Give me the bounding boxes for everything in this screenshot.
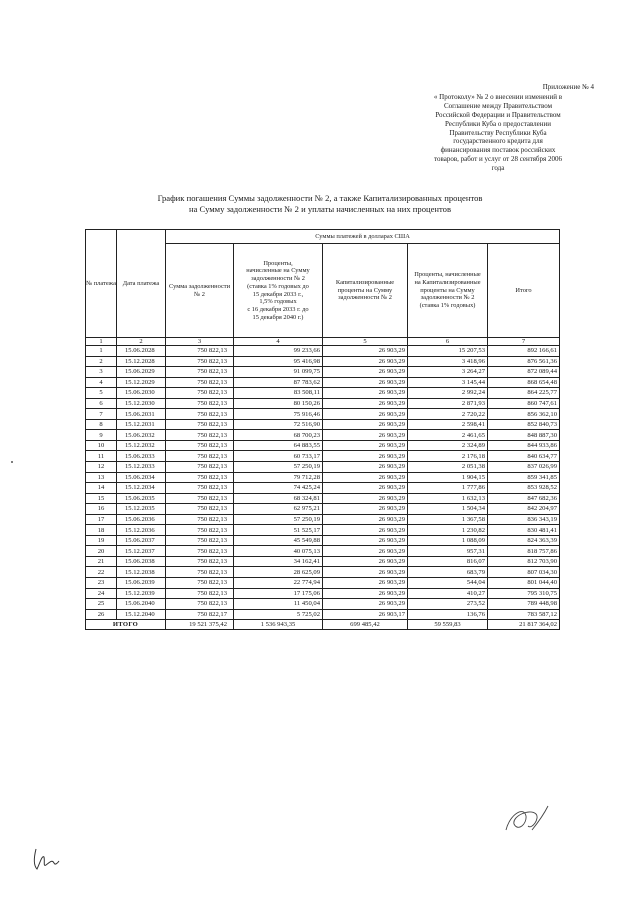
row-capitalized-interest: 26 903,29 xyxy=(323,451,408,462)
row-interest: 83 508,11 xyxy=(234,388,323,399)
row-interest-on-capitalized: 3 264,27 xyxy=(408,367,488,378)
column-number: 7 xyxy=(488,338,560,346)
row-capitalized-interest: 26 903,29 xyxy=(323,462,408,473)
header-interest-line: 1,5% годовых xyxy=(259,298,297,306)
row-debt-sum: 750 822,13 xyxy=(166,451,234,462)
row-interest: 62 975,21 xyxy=(234,504,323,515)
row-interest: 64 883,55 xyxy=(234,440,323,451)
row-interest-on-capitalized: 2 051,38 xyxy=(408,462,488,473)
table-row xyxy=(86,546,560,557)
row-interest-on-capitalized: 544,04 xyxy=(408,578,488,589)
table-row xyxy=(86,398,560,409)
payment-schedule-table xyxy=(85,229,560,630)
row-debt-sum: 750 822,13 xyxy=(166,377,234,388)
appendix-title: Приложение № 4 xyxy=(542,83,594,91)
appendix-block xyxy=(396,83,600,173)
row-debt-sum: 750 822,13 xyxy=(166,398,234,409)
appendix-line: государственного кредита для xyxy=(453,137,543,146)
row-capitalized-interest: 26 903,29 xyxy=(323,588,408,599)
row-capitalized-interest: 26 903,29 xyxy=(323,356,408,367)
header-interest-on-capitalized: Проценты, начисленные на Капитализированные проценты на Сумму задолженности № 2 (ставка 1% годовых) xyxy=(408,244,488,338)
header-total: Итого xyxy=(488,244,560,338)
row-total: 783 587,12 xyxy=(488,609,560,620)
header-interest-line: с 16 декабря 2033 г. до xyxy=(247,305,309,313)
table-row xyxy=(86,567,560,578)
row-capitalized-interest: 26 903,29 xyxy=(323,483,408,494)
column-numbers-row xyxy=(86,338,560,346)
initials-mark xyxy=(28,843,62,873)
row-payment-date: 15.06.2040 xyxy=(117,599,166,610)
row-interest: 11 450,04 xyxy=(234,599,323,610)
title-line-2: на Сумму задолженности № 2 и уплаты начисленных на них процентов xyxy=(188,204,452,214)
header-capitalized-interest: Капитализированные проценты на Сумму задолженности № 2 xyxy=(323,244,408,338)
table-row xyxy=(86,599,560,610)
row-payment-date: 15.12.2035 xyxy=(117,504,166,515)
row-interest: 57 250,19 xyxy=(234,462,323,473)
row-interest: 28 625,09 xyxy=(234,567,323,578)
row-payment-number: 17 xyxy=(86,514,117,525)
row-capitalized-interest: 26 903,29 xyxy=(323,398,408,409)
appendix-line: Соглашение между Правительством xyxy=(443,101,553,110)
row-payment-date: 15.12.2033 xyxy=(117,462,166,473)
row-payment-number: 2 xyxy=(86,356,117,367)
row-payment-date: 15.12.2038 xyxy=(117,567,166,578)
row-interest: 87 783,62 xyxy=(234,377,323,388)
row-payment-date: 15.12.2034 xyxy=(117,483,166,494)
row-interest-on-capitalized: 1 367,58 xyxy=(408,514,488,525)
row-interest: 91 099,75 xyxy=(234,367,323,378)
row-interest-on-capitalized: 2 324,89 xyxy=(408,440,488,451)
row-interest-on-capitalized: 15 207,53 xyxy=(408,346,488,357)
row-payment-date: 15.06.2034 xyxy=(117,472,166,483)
row-debt-sum: 750 822,13 xyxy=(166,440,234,451)
row-payment-number: 8 xyxy=(86,419,117,430)
row-debt-sum: 750 822,13 xyxy=(166,514,234,525)
column-number: 4 xyxy=(234,338,323,346)
row-debt-sum: 750 822,13 xyxy=(166,367,234,378)
row-capitalized-interest: 26 903,29 xyxy=(323,578,408,589)
row-total: 853 928,52 xyxy=(488,483,560,494)
row-interest-on-capitalized: 273,52 xyxy=(408,599,488,610)
document-title xyxy=(120,193,520,215)
table-row xyxy=(86,578,560,589)
row-interest-on-capitalized: 3 145,44 xyxy=(408,377,488,388)
row-interest-on-capitalized: 136,76 xyxy=(408,609,488,620)
row-debt-sum: 750 822,13 xyxy=(166,535,234,546)
row-debt-sum: 750 822,13 xyxy=(166,472,234,483)
row-total: 842 204,97 xyxy=(488,504,560,515)
row-interest-on-capitalized: 1 777,86 xyxy=(408,483,488,494)
header-interest-line: 15 декабря 2040 г.) xyxy=(252,313,304,321)
row-interest: 99 233,66 xyxy=(234,346,323,357)
row-total: 837 026,99 xyxy=(488,462,560,473)
total-debt-sum: 19 521 375,42 xyxy=(166,620,234,630)
appendix-line: Российской Федерации и Правительством xyxy=(435,110,561,119)
row-debt-sum: 750 822,13 xyxy=(166,483,234,494)
row-total: 836 343,19 xyxy=(488,514,560,525)
row-payment-number: 6 xyxy=(86,398,117,409)
total-interest-on-capitalized: 59 559,83 xyxy=(408,620,488,630)
row-interest-on-capitalized: 410,27 xyxy=(408,588,488,599)
header-interest-line: задолженности № 2 xyxy=(251,275,305,283)
row-interest: 68 324,81 xyxy=(234,493,323,504)
row-capitalized-interest: 26 903,29 xyxy=(323,419,408,430)
header-interest-line: Проценты, xyxy=(263,259,293,267)
table-row xyxy=(86,493,560,504)
row-payment-date: 15.12.2028 xyxy=(117,356,166,367)
row-interest: 60 733,17 xyxy=(234,451,323,462)
table-row xyxy=(86,609,560,620)
header-interest xyxy=(234,244,323,338)
row-debt-sum: 750 822,13 xyxy=(166,567,234,578)
table-row xyxy=(86,504,560,515)
row-debt-sum: 750 822,13 xyxy=(166,525,234,536)
table-row xyxy=(86,556,560,567)
row-interest: 34 162,41 xyxy=(234,556,323,567)
row-debt-sum: 750 822,13 xyxy=(166,388,234,399)
row-payment-date: 15.12.2030 xyxy=(117,398,166,409)
total-row xyxy=(86,620,560,630)
row-payment-number: 19 xyxy=(86,535,117,546)
row-total: 795 310,75 xyxy=(488,588,560,599)
row-capitalized-interest: 26 903,29 xyxy=(323,514,408,525)
column-number: 1 xyxy=(86,338,117,346)
row-debt-sum: 750 822,13 xyxy=(166,430,234,441)
table-row xyxy=(86,451,560,462)
table-row xyxy=(86,588,560,599)
row-debt-sum: 750 822,13 xyxy=(166,599,234,610)
row-payment-number: 24 xyxy=(86,588,117,599)
row-interest: 68 700,23 xyxy=(234,430,323,441)
row-capitalized-interest: 26 903,29 xyxy=(323,546,408,557)
row-debt-sum: 750 822,17 xyxy=(166,609,234,620)
row-payment-number: 16 xyxy=(86,504,117,515)
row-total: 872 089,44 xyxy=(488,367,560,378)
row-capitalized-interest: 26 903,29 xyxy=(323,556,408,567)
row-total: 859 341,85 xyxy=(488,472,560,483)
row-debt-sum: 750 822,13 xyxy=(166,504,234,515)
row-total: 824 363,39 xyxy=(488,535,560,546)
row-payment-number: 18 xyxy=(86,525,117,536)
appendix-line: товаров, работ и услуг от 28 сентября 2006 xyxy=(434,155,562,164)
row-payment-number: 23 xyxy=(86,578,117,589)
row-total: 789 448,98 xyxy=(488,599,560,610)
row-payment-number: 15 xyxy=(86,493,117,504)
row-payment-date: 15.06.2036 xyxy=(117,514,166,525)
row-capitalized-interest: 26 903,29 xyxy=(323,440,408,451)
row-total: 868 654,48 xyxy=(488,377,560,388)
row-interest-on-capitalized: 2 720,22 xyxy=(408,409,488,420)
total-capitalized-interest: 699 485,42 xyxy=(323,620,408,630)
row-debt-sum: 750 822,13 xyxy=(166,556,234,567)
appendix-line: года xyxy=(491,164,505,173)
row-payment-date: 15.12.2032 xyxy=(117,440,166,451)
row-total: 860 747,61 xyxy=(488,398,560,409)
row-interest: 74 425,24 xyxy=(234,483,323,494)
row-interest-on-capitalized: 683,79 xyxy=(408,567,488,578)
table-row xyxy=(86,356,560,367)
row-interest-on-capitalized: 3 418,96 xyxy=(408,356,488,367)
row-debt-sum: 750 822,13 xyxy=(166,546,234,557)
row-total: 801 044,40 xyxy=(488,578,560,589)
row-payment-date: 15.06.2028 xyxy=(117,346,166,357)
row-interest: 80 150,26 xyxy=(234,398,323,409)
row-payment-number: 10 xyxy=(86,440,117,451)
table-row xyxy=(86,430,560,441)
row-capitalized-interest: 26 903,29 xyxy=(323,346,408,357)
row-interest: 17 175,06 xyxy=(234,588,323,599)
row-capitalized-interest: 26 903,29 xyxy=(323,567,408,578)
row-debt-sum: 750 822,13 xyxy=(166,356,234,367)
column-number: 5 xyxy=(323,338,408,346)
header-amounts-group: Суммы платежей в долларах США xyxy=(166,230,560,244)
header-interest-line: (ставка 1% годовых до xyxy=(247,282,309,290)
row-interest-on-capitalized: 2 992,24 xyxy=(408,388,488,399)
table-row xyxy=(86,462,560,473)
total-label: ИТОГО xyxy=(86,620,166,630)
table-row xyxy=(86,409,560,420)
row-interest: 22 774,94 xyxy=(234,578,323,589)
row-payment-number: 20 xyxy=(86,546,117,557)
row-interest-on-capitalized: 1 088,09 xyxy=(408,535,488,546)
row-payment-number: 5 xyxy=(86,388,117,399)
row-debt-sum: 750 822,13 xyxy=(166,419,234,430)
table-row xyxy=(86,388,560,399)
table-row xyxy=(86,514,560,525)
table-row xyxy=(86,535,560,546)
row-capitalized-interest: 26 903,29 xyxy=(323,409,408,420)
row-total: 876 561,36 xyxy=(488,356,560,367)
row-total: 848 887,30 xyxy=(488,430,560,441)
row-capitalized-interest: 26 903,29 xyxy=(323,535,408,546)
row-total: 818 757,86 xyxy=(488,546,560,557)
row-capitalized-interest: 26 903,29 xyxy=(323,377,408,388)
payment-rows xyxy=(86,346,560,620)
row-interest: 57 250,19 xyxy=(234,514,323,525)
table-row xyxy=(86,377,560,388)
row-interest: 75 916,46 xyxy=(234,409,323,420)
row-capitalized-interest: 26 903,29 xyxy=(323,472,408,483)
row-payment-date: 15.06.2037 xyxy=(117,535,166,546)
column-number: 3 xyxy=(166,338,234,346)
row-capitalized-interest: 26 903,29 xyxy=(323,367,408,378)
row-interest: 95 416,98 xyxy=(234,356,323,367)
row-payment-number: 1 xyxy=(86,346,117,357)
row-payment-number: 3 xyxy=(86,367,117,378)
row-payment-number: 25 xyxy=(86,599,117,610)
row-interest-on-capitalized: 1 504,34 xyxy=(408,504,488,515)
table-row xyxy=(86,367,560,378)
row-interest: 72 516,90 xyxy=(234,419,323,430)
row-total: 807 034,30 xyxy=(488,567,560,578)
row-payment-date: 15.06.2038 xyxy=(117,556,166,567)
row-debt-sum: 750 822,13 xyxy=(166,409,234,420)
row-debt-sum: 750 822,13 xyxy=(166,462,234,473)
row-interest-on-capitalized: 1 904,15 xyxy=(408,472,488,483)
row-interest-on-capitalized: 1 230,82 xyxy=(408,525,488,536)
row-payment-date: 15.06.2033 xyxy=(117,451,166,462)
row-payment-number: 22 xyxy=(86,567,117,578)
row-payment-date: 15.06.2029 xyxy=(117,367,166,378)
scan-dot xyxy=(11,461,13,463)
table-row xyxy=(86,346,560,357)
column-number: 6 xyxy=(408,338,488,346)
row-capitalized-interest: 26 903,17 xyxy=(323,609,408,620)
row-payment-number: 7 xyxy=(86,409,117,420)
row-interest: 79 712,28 xyxy=(234,472,323,483)
column-number: 2 xyxy=(117,338,166,346)
row-payment-date: 15.06.2035 xyxy=(117,493,166,504)
row-payment-number: 4 xyxy=(86,377,117,388)
header-interest-line: 15 декабря 2033 г., xyxy=(252,290,304,298)
row-interest-on-capitalized: 2 176,18 xyxy=(408,451,488,462)
row-payment-number: 14 xyxy=(86,483,117,494)
row-total: 812 703,90 xyxy=(488,556,560,567)
table-row xyxy=(86,472,560,483)
row-total: 830 481,41 xyxy=(488,525,560,536)
table-row xyxy=(86,525,560,536)
total-amount: 21 817 364,02 xyxy=(488,620,560,630)
appendix-line: « Протоколу» № 2 о внесении изменений в xyxy=(433,92,563,101)
row-interest-on-capitalized: 2 871,93 xyxy=(408,398,488,409)
row-interest: 5 725,02 xyxy=(234,609,323,620)
row-interest-on-capitalized: 2 461,65 xyxy=(408,430,488,441)
row-total: 844 933,86 xyxy=(488,440,560,451)
row-payment-date: 15.06.2031 xyxy=(117,409,166,420)
row-capitalized-interest: 26 903,29 xyxy=(323,388,408,399)
row-interest: 51 525,17 xyxy=(234,525,323,536)
table-row xyxy=(86,483,560,494)
row-total: 847 682,36 xyxy=(488,493,560,504)
row-interest-on-capitalized: 2 598,41 xyxy=(408,419,488,430)
row-payment-date: 15.06.2030 xyxy=(117,388,166,399)
title-line-1: График погашения Суммы задолженности № 2, а также Капитализированных процентов xyxy=(157,193,483,203)
row-capitalized-interest: 26 903,29 xyxy=(323,525,408,536)
row-capitalized-interest: 26 903,29 xyxy=(323,599,408,610)
row-payment-number: 13 xyxy=(86,472,117,483)
row-payment-date: 15.12.2040 xyxy=(117,609,166,620)
row-capitalized-interest: 26 903,29 xyxy=(323,504,408,515)
row-interest-on-capitalized: 816,07 xyxy=(408,556,488,567)
appendix-line: Правительству Республики Куба xyxy=(449,128,547,137)
row-capitalized-interest: 26 903,29 xyxy=(323,493,408,504)
row-payment-date: 15.06.2039 xyxy=(117,578,166,589)
row-total: 892 166,61 xyxy=(488,346,560,357)
row-interest-on-capitalized: 1 632,13 xyxy=(408,493,488,504)
row-interest-on-capitalized: 957,31 xyxy=(408,546,488,557)
row-total: 852 840,73 xyxy=(488,419,560,430)
header-interest-line: начисленные на Сумму xyxy=(246,267,310,275)
row-payment-date: 15.12.2031 xyxy=(117,419,166,430)
appendix-line: Республики Куба о предоставлении xyxy=(445,119,551,128)
table-row xyxy=(86,440,560,451)
row-payment-date: 15.12.2036 xyxy=(117,525,166,536)
row-debt-sum: 750 822,13 xyxy=(166,578,234,589)
row-debt-sum: 750 822,13 xyxy=(166,588,234,599)
row-interest: 40 075,13 xyxy=(234,546,323,557)
row-total: 840 634,77 xyxy=(488,451,560,462)
row-total: 856 362,10 xyxy=(488,409,560,420)
row-interest: 45 549,88 xyxy=(234,535,323,546)
row-payment-date: 15.06.2032 xyxy=(117,430,166,441)
table-row xyxy=(86,419,560,430)
header-debt-sum: Сумма задолженности № 2 xyxy=(166,244,234,338)
row-payment-number: 12 xyxy=(86,462,117,473)
row-debt-sum: 750 822,13 xyxy=(166,346,234,357)
row-payment-date: 15.12.2037 xyxy=(117,546,166,557)
row-debt-sum: 750 822,13 xyxy=(166,493,234,504)
row-payment-number: 21 xyxy=(86,556,117,567)
row-payment-number: 11 xyxy=(86,451,117,462)
total-interest: 1 536 943,35 xyxy=(234,620,323,630)
header-payment-date: Дата платежа xyxy=(117,230,166,338)
row-payment-date: 15.12.2039 xyxy=(117,588,166,599)
signature-mark xyxy=(496,800,556,840)
row-capitalized-interest: 26 903,29 xyxy=(323,430,408,441)
row-payment-number: 26 xyxy=(86,609,117,620)
row-payment-date: 15.12.2029 xyxy=(117,377,166,388)
row-total: 864 225,77 xyxy=(488,388,560,399)
header-payment-number: № платежа xyxy=(86,230,117,338)
row-payment-number: 9 xyxy=(86,430,117,441)
appendix-line: финансирования поставок российских xyxy=(440,146,556,155)
